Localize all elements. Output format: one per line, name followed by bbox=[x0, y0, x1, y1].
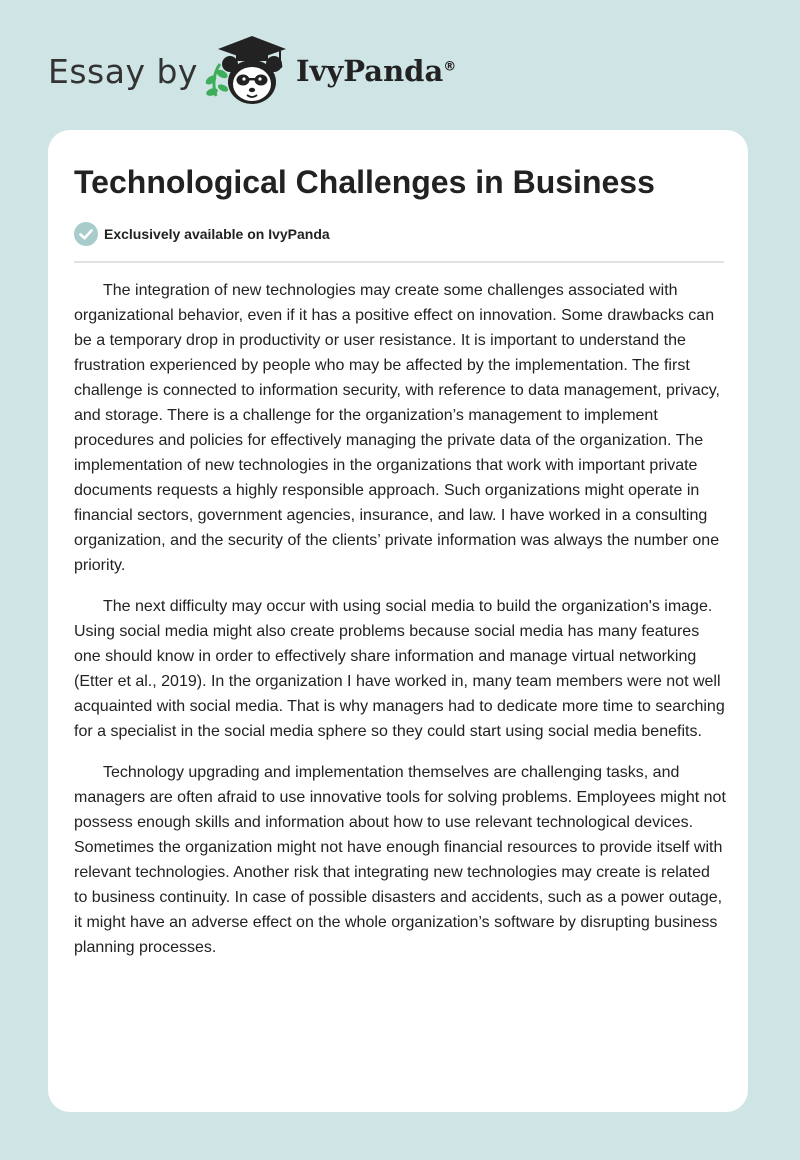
paragraph-1: The integration of new technologies may create some challenges associated with organizational behavior, even if it has a positive effect on innovation. Some drawbacks can be a temporary drop in productivity or user resistance. It is important to understand the frustration experienced by people who may be affected by the implementation. The first challenge is connected to information security, with reference to data management, privacy, and storage. There is a challenge for the organization’s management to implement procedures and policies for effectively managing the private data of the organization. The implementation of new technologies in the organizations that work with important private documents requests a highly responsible approach. Such organizations might operate in financial sectors, government agencies, insurance, and law. I have worked in a consulting organization, and the security of the clients’ private information was always the number one priority. bbox=[74, 282, 720, 574]
exclusive-badge-text: Exclusively available on IvyPanda bbox=[104, 226, 330, 242]
essay-by-label: Essay by bbox=[48, 52, 198, 91]
brand-name-text: IvyPanda bbox=[296, 54, 444, 88]
paragraph-3: Technology upgrading and implementation themselves are challenging tasks, and managers are often afraid to use innovative tools for solving problems. Employees might not possess enough skills and information about how to use relevant technological devices. Sometimes the organization might not have enough financial resources to provide itself with relevant technologies. Another risk that integrating new technologies may create is related to business continuity. In case of possible disasters and accidents, such as a power outage, it might have an adverse effect on the whole organization’s software by disrupting business planning processes. bbox=[74, 764, 726, 956]
exclusive-badge bbox=[74, 221, 330, 247]
title-divider bbox=[74, 261, 724, 263]
essay-title: Technological Challenges in Business bbox=[74, 164, 655, 200]
registered-mark: ® bbox=[443, 59, 457, 75]
paragraph-2: The next difficulty may occur with using social media to build the organization's image. Using social media might also create problems because social media has many features one should know in order to effectively share information and manage virtual networking (Etter et al., 2019). In the organization I have worked in, many team members were not well acquainted with social media. That is why managers had to dedicate more time to searching for a specialist in the social media sphere so they could start using social media benefits. bbox=[74, 598, 725, 740]
brand-name bbox=[296, 54, 456, 88]
panda-graduate-icon bbox=[202, 34, 294, 110]
essay-card bbox=[48, 130, 748, 1112]
check-circle-icon bbox=[74, 222, 98, 246]
essay-body bbox=[74, 278, 726, 976]
site-header bbox=[48, 34, 508, 110]
